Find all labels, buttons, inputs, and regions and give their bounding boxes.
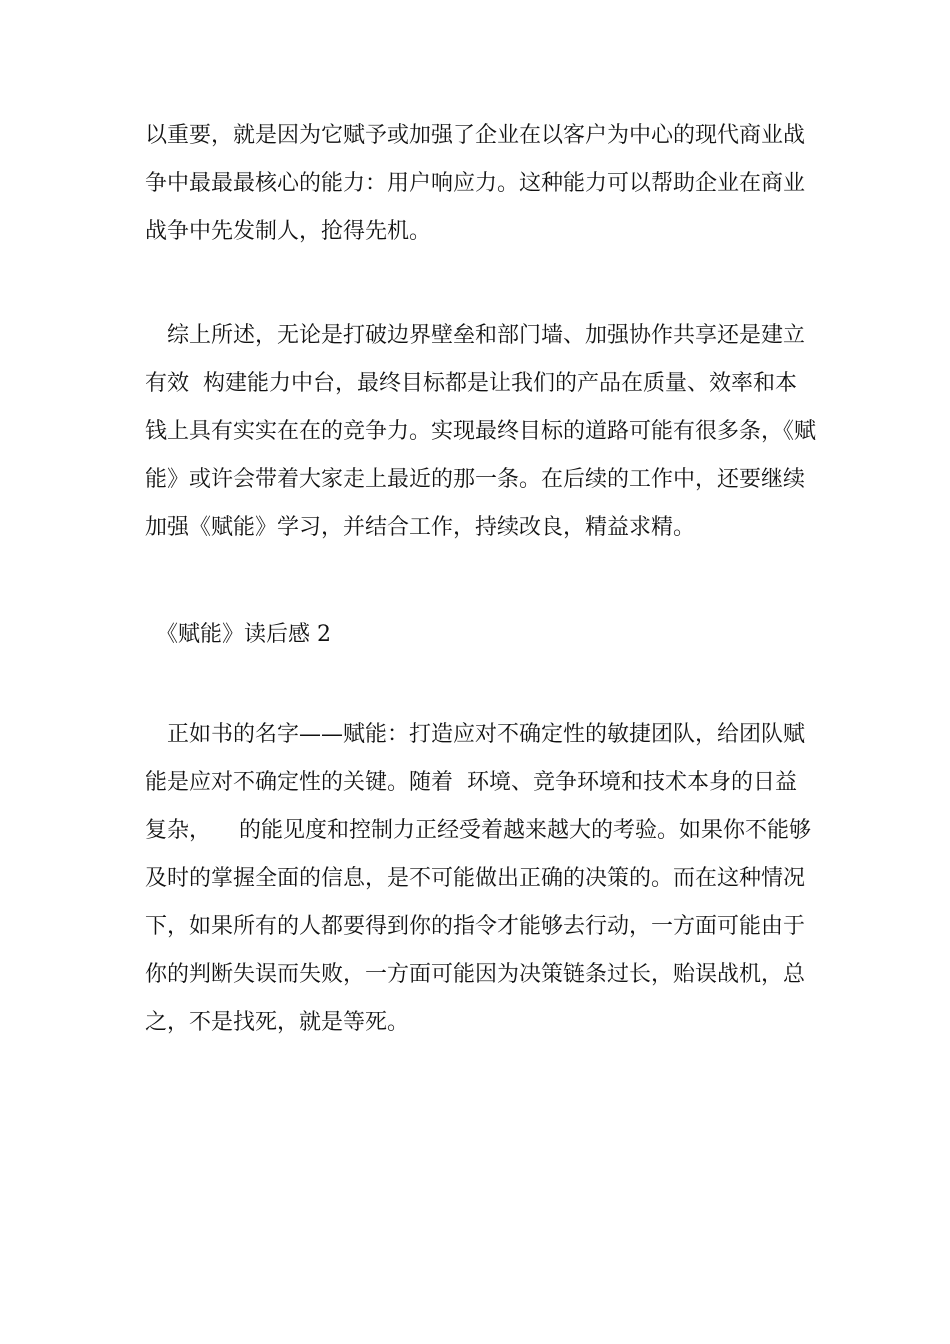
text-line: 争中最最最核心的能力：用户响应力。这种能力可以帮助企业在商业 — [145, 171, 806, 196]
text-line: 加强《赋能》学习，并结合工作，持续改良，精益求精。 — [145, 515, 696, 540]
text-line: 复杂， 的能见度和控制力正经受着越来越大的考验。如果你不能够 — [145, 818, 811, 843]
paragraph-3 — [145, 711, 810, 1047]
text-line: 下，如果所有的人都要得到你的指令才能够去行动，一方面可能由于 — [145, 914, 806, 939]
paragraph-1 — [145, 112, 810, 256]
text-line: 钱上具有实实在在的竞争力。实现最终目标的道路可能有很多条，《赋 — [145, 419, 817, 444]
text-line: 及时的掌握全面的信息，是不可能做出正确的决策的。而在这种情况 — [145, 866, 806, 891]
paragraph-2 — [145, 312, 817, 552]
text-line: 战争中先发制人，抢得先机。 — [145, 219, 432, 244]
text-line: 你的判断失误而失败，一方面可能因为决策链条过长，贻误战机，总 — [145, 962, 806, 987]
text-line: 有效 构建能力中台，最终目标都是让我们的产品在质量、效率和本 — [145, 371, 797, 396]
text-line: 以重要，就是因为它赋予或加强了企业在以客户为中心的现代商业战 — [145, 123, 806, 148]
text-line: 正如书的名字——赋能：打造应对不确定性的敏捷团队，给团队赋 — [145, 722, 806, 747]
heading-text: 《赋能》读后感 2 — [145, 622, 331, 647]
section-heading — [145, 611, 810, 659]
text-line: 综上所述，无论是打破边界壁垒和部门墙、加强协作共享还是建立 — [145, 323, 806, 348]
text-line: 能》或许会带着大家走上最近的那一条。在后续的工作中，还要继续 — [145, 467, 806, 492]
text-line: 之，不是找死，就是等死。 — [145, 1010, 410, 1035]
text-line: 能是应对不确定性的关键。随着 环境、竞争环境和技术本身的日益 — [145, 770, 797, 795]
